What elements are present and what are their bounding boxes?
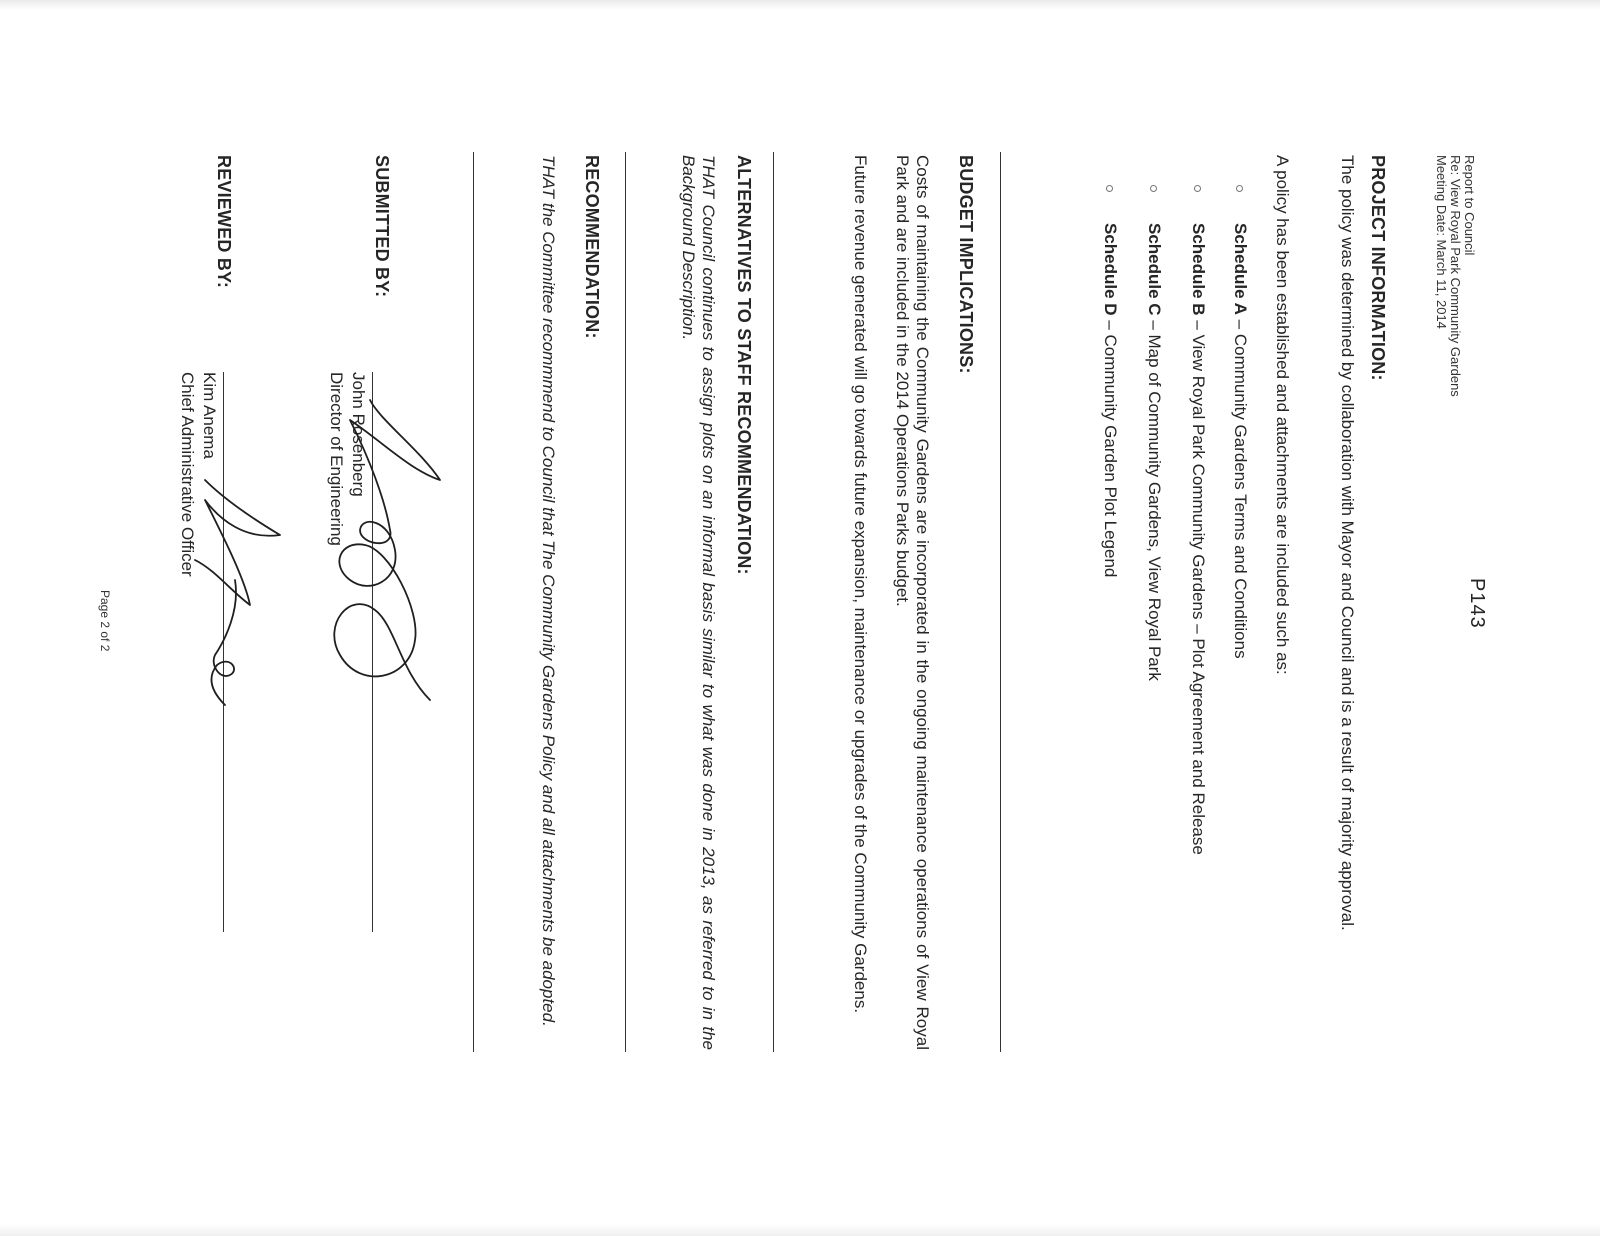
schedule-d-name: Schedule D: [1101, 223, 1120, 316]
project-information-title: PROJECT INFORMATION:: [1368, 155, 1388, 381]
reviewed-by-position: Chief Administrative Officer: [178, 372, 197, 577]
kim-anema-signature: [180, 440, 335, 720]
section-divider: [1000, 152, 1001, 1052]
budget-para-1: Costs of maintaining the Community Gardens are incorporated in the ongoing maintenance operations of View Royal Park and are included in the 2014 Operations Parks budget.: [893, 155, 932, 1050]
recommendation-title: RECOMMENDATION:: [582, 155, 602, 339]
submitted-by-position: Director of Engineering: [327, 372, 346, 546]
bullet-icon: [1150, 185, 1157, 192]
schedule-b-desc: – View Royal Park Community Gardens – Plot Agreement and Release: [1189, 315, 1208, 855]
bullet-icon: [1236, 185, 1243, 192]
header-line-2: Re: View Royal Park Community Gardens: [1448, 155, 1463, 397]
alternatives-title: ALTERNATIVES TO STAFF RECOMMENDATION:: [734, 155, 754, 575]
schedule-b-name: Schedule B: [1189, 223, 1208, 316]
page-footer: Page 2 of 2: [98, 590, 112, 652]
project-information-para-2: A policy has been established and attachments are included such as:: [1273, 155, 1292, 675]
section-divider: [625, 152, 626, 1052]
reviewed-by-name: Kim Anema: [200, 372, 219, 459]
submitted-by-name: John Rosenberg: [349, 372, 368, 497]
bullet-icon: [1106, 185, 1113, 192]
recommendation-para: THAT the Committee recommmend to Council that The Community Gardens Policy and all attachments be adopted.: [539, 155, 558, 1027]
header-line-3: Meeting Date: March 11, 2014: [1434, 155, 1449, 329]
document-page: [98, 0, 1600, 1060]
submitted-by-label: SUBMITTED BY:: [372, 155, 392, 298]
reviewed-by-label: REVIEWED BY:: [214, 155, 234, 289]
budget-para-2: Future revenue generated will go towards future expansion, maintenance or upgrades of the Community Gardens.: [851, 155, 870, 1014]
john-rosenberg-signature: [310, 380, 490, 720]
page-code: P143: [1466, 578, 1488, 629]
alternatives-para: THAT Council continues to assign plots on an informal basis similar to what was done in 2013, as referred to in the Background Description.: [679, 155, 718, 1050]
schedule-d-desc: – Community Garden Plot Legend: [1101, 315, 1120, 578]
section-divider: [773, 152, 774, 1052]
report-header: [1434, 155, 1476, 397]
project-information-para-1: The policy was determined by collaboration with Mayor and Council and is a result of majority approval.: [1338, 155, 1357, 931]
bullet-icon: [1194, 185, 1201, 192]
schedule-a-name: Schedule A: [1231, 223, 1250, 315]
schedule-c-desc: – Map of Community Gardens, View Royal Park: [1145, 315, 1164, 681]
header-line-1: Report to Council: [1462, 155, 1477, 256]
schedule-a-desc: – Community Gardens Terms and Conditions: [1231, 314, 1250, 659]
budget-title: BUDGET IMPLICATIONS:: [956, 155, 976, 374]
schedule-c-name: Schedule C: [1145, 223, 1164, 316]
scan-edge-bottom: [0, 1224, 1600, 1236]
